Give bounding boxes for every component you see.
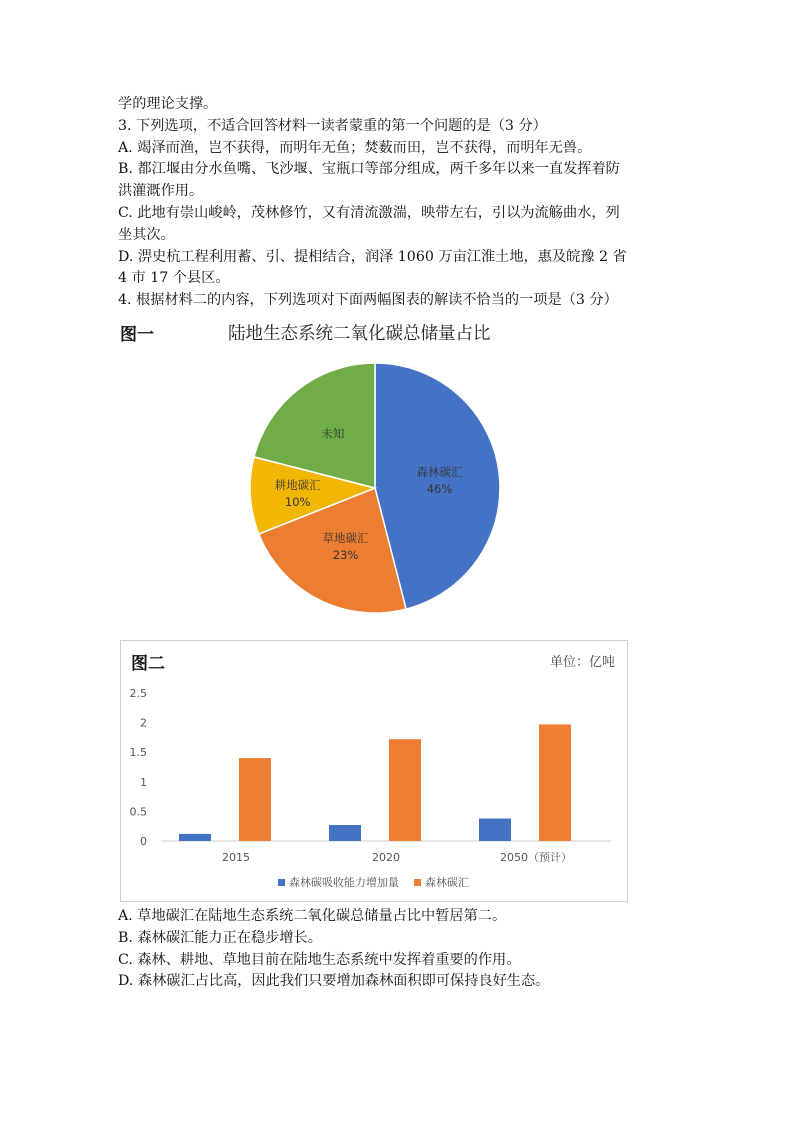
legend-swatch xyxy=(414,879,421,886)
question-text xyxy=(118,94,688,312)
y-tick-label: 1.5 xyxy=(129,746,147,760)
option-4c: C. 森林、耕地、草地目前在陆地生态系统中发挥着重要的作用。 xyxy=(118,951,521,968)
text-line: 学的理论支撑。 xyxy=(118,96,218,112)
bar xyxy=(239,758,271,841)
pie-slice-name: 草地碳汇 xyxy=(322,530,369,545)
bar xyxy=(479,819,511,842)
bar-chart-frame xyxy=(120,640,628,902)
option-3b-cont: 洪灌溉作用。 xyxy=(118,183,204,200)
pie-slice-percent: 46% xyxy=(426,481,453,496)
bar xyxy=(389,739,421,841)
legend-label: 森林碳吸收能力增加量 xyxy=(289,876,399,889)
question-4-stem: 4. 根据材料二的内容，下列选项对下面两幅图表的解读不恰当的一项是（3 分） xyxy=(118,292,618,309)
option-4a: A. 草地碳汇在陆地生态系统二氧化碳总储量占比中暂居第二。 xyxy=(118,908,507,924)
option-3b: B. 都江堰由分水鱼嘴、飞沙堰、宝瓶口等部分组成，两千多年以来一直发挥着防 xyxy=(118,161,620,178)
option-4d: D. 森林碳汇占比高，因此我们只要增加森林面积即可保持良好生态。 xyxy=(118,973,550,990)
option-3c: C. 此地有崇山峻岭，茂林修竹，又有清流激湍，映带左右，引以为流觞曲水，列 xyxy=(118,204,620,221)
legend-swatch xyxy=(278,879,285,886)
bar-chart xyxy=(121,641,627,901)
options-list xyxy=(118,906,688,993)
figure1-label: 图一 xyxy=(120,325,154,345)
option-4b: B. 森林碳汇能力正在稳步增长。 xyxy=(118,929,322,946)
option-3c-cont: 坐其次。 xyxy=(118,226,175,243)
pie-slice-name: 耕地碳汇 xyxy=(274,477,321,492)
option-3a: A. 竭泽而渔，岂不获得，而明年无鱼；焚薮而田，岂不获得，而明年无兽。 xyxy=(118,139,592,156)
bar xyxy=(329,825,361,841)
x-tick-label: 2020 xyxy=(372,851,400,864)
y-tick-label: 0.5 xyxy=(129,805,147,819)
option-3d-cont: 4 市 17 个县区。 xyxy=(118,270,230,287)
question-3-stem: 3. 下列选项，不适合回答材料一读者蒙重的第一个问题的是（3 分） xyxy=(118,117,547,134)
y-tick-label: 2.5 xyxy=(129,687,147,700)
pie-chart xyxy=(240,352,510,622)
bar xyxy=(539,724,571,841)
unit-label: 单位：亿吨 xyxy=(549,655,615,670)
option-3d: D. 淠史杭工程利用蓄、引、提相结合，润泽 1060 万亩江淮土地，惠及皖豫 2 省 xyxy=(118,248,627,265)
y-tick-label: 2 xyxy=(140,716,147,730)
x-tick-label: 2050（预计） xyxy=(500,851,572,864)
figure1-title: 陆地生态系统二氧化碳总储量占比 xyxy=(228,324,491,344)
pie-slice-name: 未知 xyxy=(321,426,345,441)
pie-slice-name: 森林碳汇 xyxy=(416,464,463,479)
pie-slice-percent: 10% xyxy=(284,494,311,509)
y-tick-label: 0 xyxy=(140,835,147,848)
bar xyxy=(179,834,211,841)
pie-slice-percent: 23% xyxy=(332,547,359,562)
figure2-label: 图二 xyxy=(131,654,165,674)
y-tick-label: 1 xyxy=(140,775,147,789)
legend-label: 森林碳汇 xyxy=(425,876,469,889)
x-tick-label: 2015 xyxy=(222,851,250,864)
